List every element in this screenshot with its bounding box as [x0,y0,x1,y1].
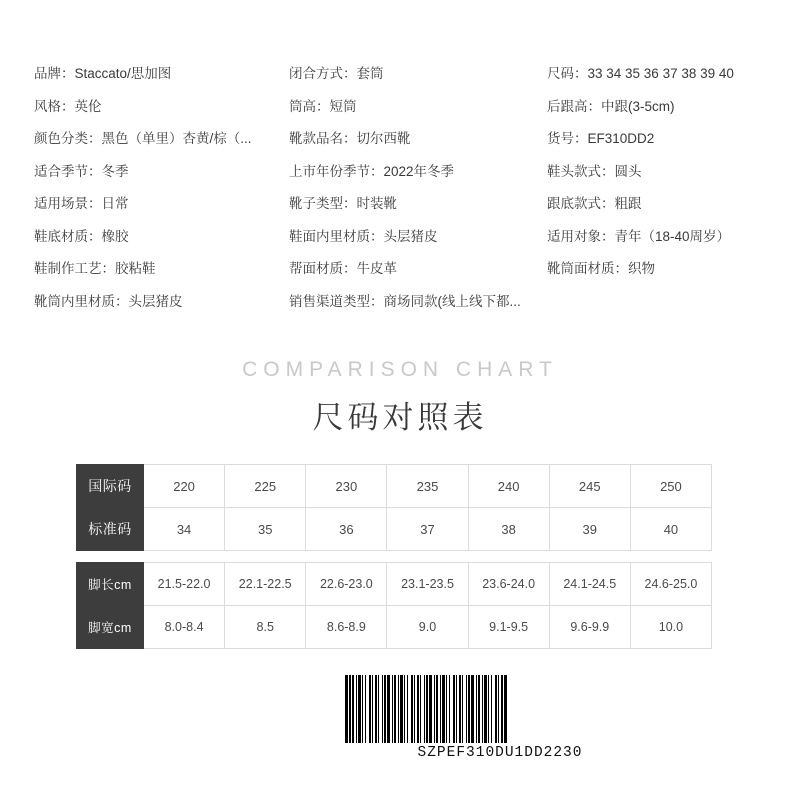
spec-key: 上市年份季节： [289,163,384,179]
spec-column-2 [289,58,547,318]
spec-row [547,156,772,189]
spec-row [289,156,547,189]
spec-row [34,156,289,189]
spec-key: 品牌： [34,66,75,81]
spec-row [34,286,289,319]
barcode-block [345,675,655,761]
spec-key: 适用场景： [34,196,102,211]
row-header: 脚长cm [77,563,144,606]
spec-value: 2022年冬季 [383,163,455,179]
table-cell: 9.1-9.5 [468,606,549,649]
table-cell: 38 [468,508,549,551]
table-cell: 9.6-9.9 [549,606,630,649]
size-table-international [76,464,712,551]
spec-row [547,253,772,286]
spec-value: 橡胶 [101,228,129,244]
spec-row [547,58,772,91]
spec-key: 风格： [34,98,75,114]
spec-key: 销售渠道类型： [289,293,384,309]
spec-row [34,91,289,124]
spec-value: 切尔西靴 [356,131,411,146]
spec-key: 鞋面内里材质： [289,228,384,244]
spec-row [34,253,289,286]
table-cell: 22.6-23.0 [306,563,387,606]
spec-value: 短筒 [329,98,357,114]
spec-value: 套筒 [356,66,384,81]
spec-row [547,91,772,124]
spec-value: 黑色（单里）杏黄/棕（... [101,131,252,146]
table-row [77,465,712,508]
table-cell: 225 [225,465,306,508]
table-row [77,563,712,606]
spec-key: 帮面材质： [289,261,357,276]
spec-value: 头层猪皮 [383,228,438,244]
spec-key: 尺码： [547,66,588,81]
table-cell: 40 [630,508,711,551]
table-cell: 10.0 [630,606,711,649]
table-cell: 24.1-24.5 [549,563,630,606]
spec-key: 靴筒内里材质： [34,293,129,309]
table-cell: 21.5-22.0 [144,563,225,606]
spec-value: 粗跟 [614,196,642,211]
spec-key: 靴筒面材质： [547,261,628,276]
spec-value: 冬季 [101,163,129,179]
spec-row [34,188,289,221]
spec-row [289,221,547,254]
spec-value: 英伦 [74,98,102,114]
spec-row [547,188,772,221]
row-header: 国际码 [77,465,144,508]
table-cell: 34 [144,508,225,551]
table-cell: 39 [549,508,630,551]
spec-value: 圆头 [614,163,642,179]
spec-row [289,91,547,124]
table-cell: 235 [387,465,468,508]
spec-row [289,58,547,91]
spec-value: 商场同款(线上线下都... [383,293,521,309]
spec-key: 靴款品名： [289,131,357,146]
spec-value: 牛皮革 [356,261,397,276]
spec-row [289,286,547,319]
comparison-chart-title: 尺码对照表 [312,400,488,435]
table-cell: 8.5 [225,606,306,649]
spec-value: 胶粘鞋 [115,261,156,276]
table-cell: 220 [144,465,225,508]
spec-key: 鞋头款式： [547,163,615,179]
spec-key: 适用对象： [547,228,615,244]
spec-row [34,58,289,91]
spec-row [289,188,547,221]
spec-row [547,221,772,254]
size-table-foot-measurements [76,562,712,649]
spec-key: 跟底款式： [547,196,615,211]
table-cell: 240 [468,465,549,508]
spec-value: 时装靴 [356,196,397,211]
table-cell: 245 [549,465,630,508]
spec-row [289,253,547,286]
spec-row [289,123,547,156]
table-cell: 23.1-23.5 [387,563,468,606]
spec-value: EF310DD2 [587,131,655,146]
spec-column-3 [547,58,772,318]
table-cell: 230 [306,465,387,508]
comparison-chart-english-title: COMPARISON CHART [242,358,558,381]
table-cell: 8.6-8.9 [306,606,387,649]
table-row [77,606,712,649]
spec-key: 鞋制作工艺： [34,261,115,276]
spec-value: 日常 [101,196,129,211]
spec-key: 适合季节： [34,163,102,179]
row-header: 标准码 [77,508,144,551]
spec-value: 头层猪皮 [128,293,183,309]
spec-attributes [34,58,774,318]
barcode-image [345,675,655,743]
spec-value: 青年（18-40周岁） [614,228,731,244]
table-row [77,508,712,551]
spec-key: 筒高： [289,98,330,114]
table-cell: 24.6-25.0 [630,563,711,606]
spec-key: 颜色分类： [34,131,102,146]
spec-value: Staccato/思加图 [74,66,172,81]
table-cell: 8.0-8.4 [144,606,225,649]
table-cell: 22.1-22.5 [225,563,306,606]
table-cell: 250 [630,465,711,508]
spec-value: 33 34 35 36 37 38 39 40 [587,66,734,81]
row-header: 脚宽cm [77,606,144,649]
spec-key: 闭合方式： [289,66,357,81]
spec-row [34,221,289,254]
spec-key: 靴子类型： [289,196,357,211]
barcode-number: SZPEF310DU1DD2230 [417,745,583,761]
spec-row [34,123,289,156]
spec-value: 织物 [628,261,655,276]
table-cell: 35 [225,508,306,551]
spec-row [547,123,772,156]
table-cell: 23.6-24.0 [468,563,549,606]
table-cell: 37 [387,508,468,551]
spec-key: 鞋底材质： [34,228,102,244]
spec-key: 货号： [547,131,588,146]
spec-key: 后跟高： [547,98,601,114]
table-cell: 36 [306,508,387,551]
spec-column-1 [34,58,289,318]
table-cell: 9.0 [387,606,468,649]
spec-value: 中跟(3-5cm) [601,98,675,114]
